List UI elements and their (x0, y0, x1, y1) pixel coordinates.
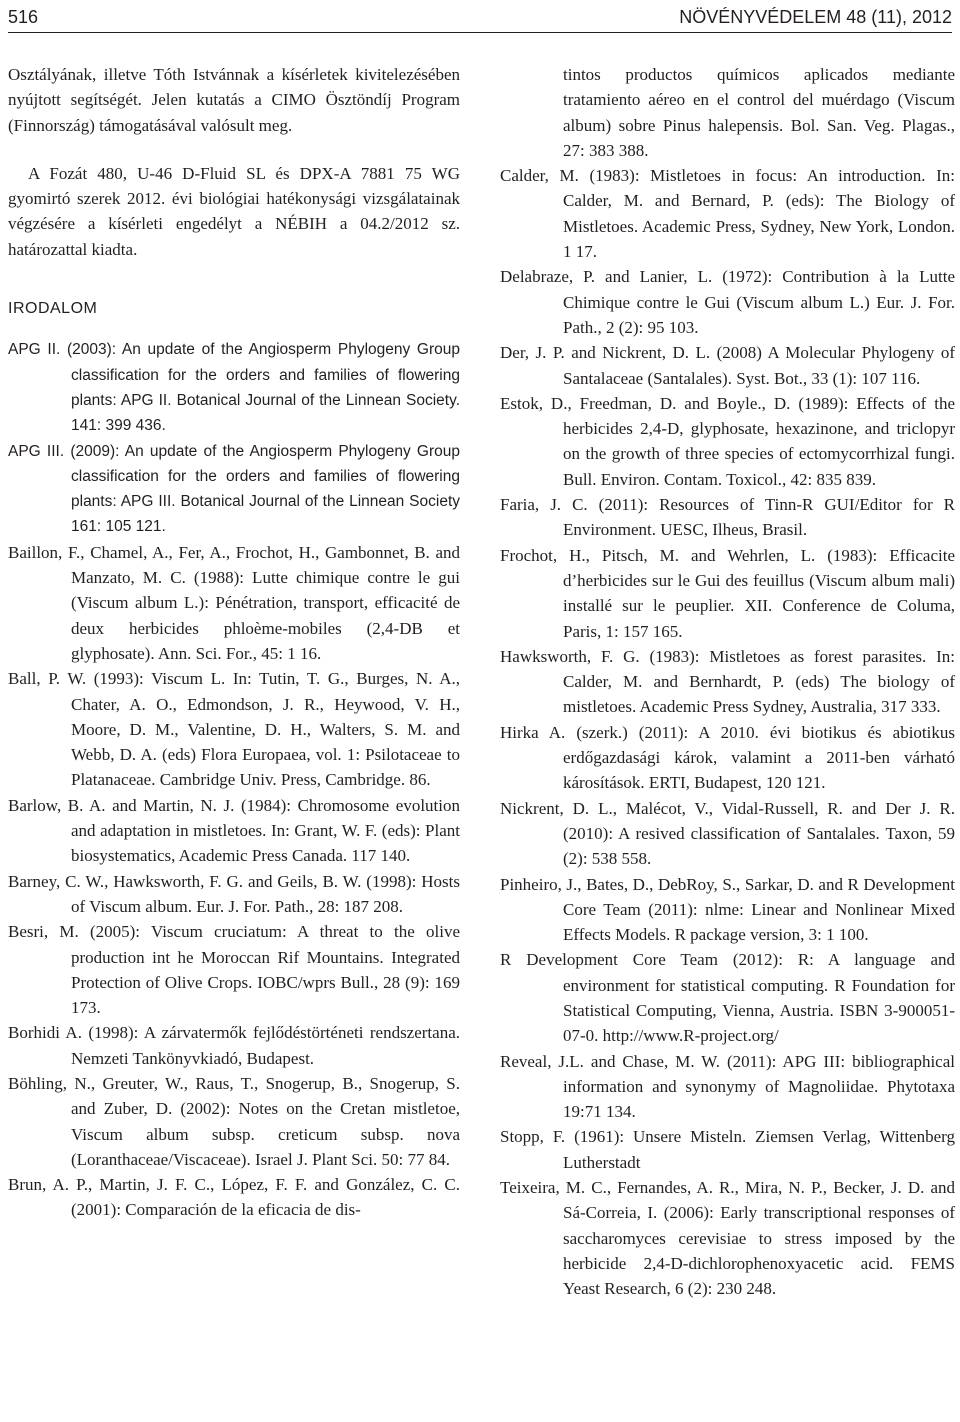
reference-item: Frochot, H., Pitsch, M. and Wehrlen, L. (1983): Efficacite d’herbicides sur le Gui des feuillus (Viscum album mali) installé sur le peuplier. XII. Conference de Columa, Paris, 1: 157 165. (500, 545, 955, 641)
right-column (500, 62, 955, 1302)
reference-item: Nickrent, D. L., Malécot, V., Vidal-Russell, R. and Der J. R. (2010): A resived classification of Santalales. Taxon, 59 (2): 538 558. (500, 798, 955, 869)
reference-item: Der, J. P. and Nickrent, D. L. (2008) A Molecular Phylogeny of Santalaceae (Santalales). Syst. Bot., 33 (1): 107 116. (500, 343, 955, 388)
reference-item: Stopp, F. (1961): Unsere Misteln. Ziemsen Verlag, Wittenberg Lutherstadt (500, 1127, 955, 1172)
journal-title: NÖVÉNYVÉDELEM 48 (11), 2012 (679, 7, 952, 27)
reference-item: APG III. (2009): An update of the Angiosperm Phylogeny Group classification for the orders and families of flowering plants: APG III. Botanical Journal of the Linnean Society 161: 105 121. (8, 442, 460, 536)
reference-item: Barlow, B. A. and Martin, N. J. (1984): Chromosome evolution and adaptation in mistletoes. In: Grant, W. F. (eds): Plant biosystematics, Academic Press Canada. 117 140. (8, 795, 460, 866)
reference-item: Borhidi A. (1998): A zárvatermők fejlődéstörténeti rendszertana. Nemzeti Tankönyvkiadó, Budapest. (8, 1023, 460, 1068)
reference-item: Baillon, F., Chamel, A., Fer, A., Frochot, H., Gambonnet, B. and Manzato, M. C. (1988): Lutte chimique contre le gui (Viscum album L.): Pénétration, transport, efficacité de deux herbicides phloème-mobiles (2,4-DB et glyphosate). Ann. Sci. For., 45: 1 16. (8, 542, 460, 663)
permit-paragraph: A Fozát 480, U-46 D-Fluid SL és DPX-A 7881 75 WG gyomirtó szerek 2012. évi biológiai hatékonysági vizsgálatainak végzésére a kísérleti engedélyt a NÉBIH a 04.2/2012 sz. határozattal kiadta. (8, 163, 460, 259)
reference-item: Besri, M. (2005): Viscum cruciatum: A threat to the olive production int he Moroccan Rif Mountains. Integrated Protection of Olive Crops. IOBC/wprs Bull., 28 (9): 169 173. (8, 922, 460, 1018)
reference-item: Pinheiro, J., Bates, D., DebRoy, S., Sarkar, D. and R Development Core Team (2011): nlme: Linear and Nonlinear Mixed Effects Models. R package version, 3: 1 100. (500, 874, 955, 945)
reference-item: Hawksworth, F. G. (1983): Mistletoes as forest parasites. In: Calder, M. and Bernhardt, P. (eds) The biology of mistletoes. Academic Press Sydney, Australia, 317 333. (500, 646, 955, 717)
reference-item: Ball, P. W. (1993): Viscum L. In: Tutin, T. G., Burges, N. A., Chater, A. O., Edmondson, J. R., Heywood, V. H., Moore, D. M., Valentine, D. H., Walters, S. M. and Webb, D. A. (eds) Flora Europaea, vol. 1: Psilotaceae to Platanaceae. Cambridge Univ. Press, Cambridge. 86. (8, 669, 460, 790)
reference-item: Faria, J. C. (2011): Resources of Tinn-R GUI/Editor for R Environment. UESC, Ilheus, Brasil. (500, 495, 955, 540)
left-column (8, 62, 460, 1223)
reference-item: Delabraze, P. and Lanier, L. (1972): Contribution à la Lutte Chimique contre le Gui (Viscum album L.) Eur. J. For. Path., 2 (2): 95 103. (500, 267, 955, 337)
acknowledgement-paragraph: Osztályának, illetve Tóth Istvánnak a kísérletek kivitelezésében nyújtott segítségét. Jelen kutatás a CIMO Ösztöndíj Program (Finnország) támogatásával valósult meg. (8, 65, 460, 135)
reference-item: Teixeira, M. C., Fernandes, A. R., Mira, N. P., Becker, J. D. and Sá-Correia, I. (2006): Early transcriptional responses of saccharomyces cerevisiae to stress imposed by the herbicide 2,4-D-dichlorophenoxyacetic acid. FEMS Yeast Research, 6 (2): 230 248. (500, 1178, 955, 1299)
reference-item: Calder, M. (1983): Mistletoes in focus: An introduction. In: Calder, M. and Bernard, P. (eds): The Biology of Mistletoes. Academic Press, Sydney, New York, London. 1 17. (500, 166, 955, 262)
reference-item: Estok, D., Freedman, D. and Boyle., D. (1989): Effects of the herbicides 2,4-D, glyphosate, hexazinone, and triclopyr on the growth of three species of ectomycorrhizal fungi. Bull. Environ. Contam. Toxicol., 42: 835 839. (500, 393, 955, 489)
reference-item: R Development Core Team (2012): R: A language and environment for statistical computing. R Foundation for Statistical Computing, Vienna, Austria. ISBN 3-900051-07-0. http://www.R-project.org/ (500, 950, 955, 1046)
page-header (8, 6, 952, 33)
section-title: IRODALOM (8, 300, 98, 318)
reference-continuation: tintos productos químicos aplicados mediante tratamiento aéreo en el control del muérdago (Viscum album) sobre Pinus halepensis. Bol. San. Veg. Plagas., 27: 383 388. (563, 65, 955, 160)
reference-item: Böhling, N., Greuter, W., Raus, T., Snogerup, B., Snogerup, S. and Zuber, D. (2002): Notes on the Cretan mistletoe, Viscum album subsp. creticum subsp. nova (Loranthaceae/Viscaceae). Israel J. Plant Sci. 50: 77 84. (8, 1073, 460, 1169)
page-number: 516 (8, 7, 39, 27)
reference-item: Reveal, J.L. and Chase, M. W. (2011): APG III: bibliographical information and synonymy of Magnoliidae. Phytotaxa 19:71 134. (500, 1051, 955, 1122)
reference-item: Barney, C. W., Hawksworth, F. G. and Geils, B. W. (1998): Hosts of Viscum album. Eur. J. For. Path., 28: 187 208. (8, 871, 460, 916)
reference-item: APG II. (2003): An update of the Angiosperm Phylogeny Group classification for the orders and families of flowering plants: APG II. Botanical Journal of the Linnean Society. 141: 399 436. (8, 341, 460, 435)
reference-item: Hirka A. (szerk.) (2011): A 2010. évi biotikus és abiotikus erdőgazdasági károk, valamint a 2011-ben várható károsítások. ERTI, Budapest, 120 121. (500, 722, 955, 793)
reference-item: Brun, A. P., Martin, J. F. C., López, F. F. and González, C. C. (2001): Comparación de la eficacia de dis- (8, 1175, 460, 1220)
